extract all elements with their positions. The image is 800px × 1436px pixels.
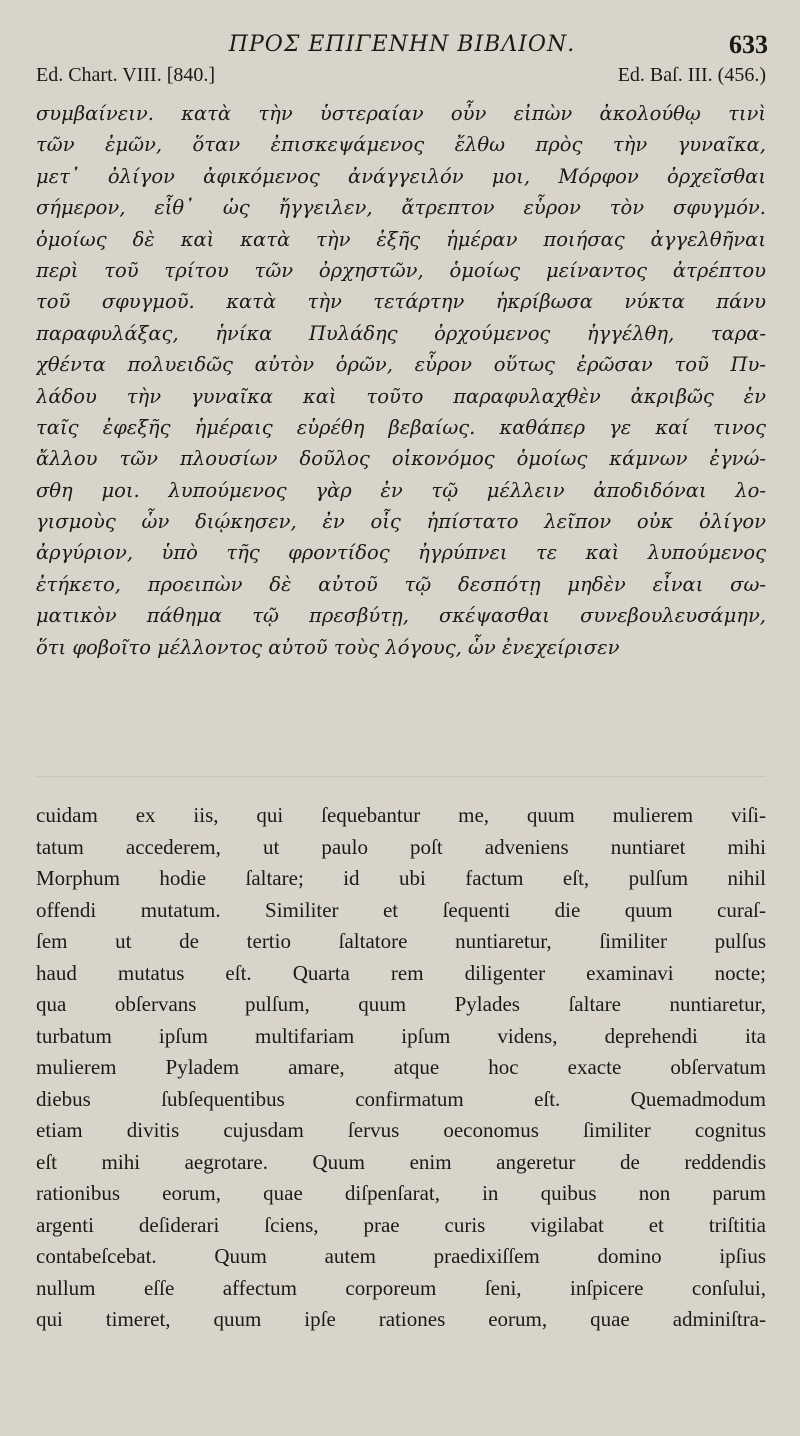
greek-line: ἐτήκετο, προειπὼν δὲ αὐτοῦ τῷ δεσπότῃ μηδὲν εἶναι σω- xyxy=(36,572,766,596)
latin-line: argenti deſiderari ſciens, prae curis vigilabat et triſtitia xyxy=(36,1212,766,1237)
latin-line: nullum eſſe affectum corporeum ſeni, inſpicere conſului, xyxy=(36,1275,766,1300)
latin-line: offendi mutatum. Similiter et ſequenti die quum curaſ- xyxy=(36,897,766,922)
separator-rule xyxy=(36,776,766,777)
greek-text-block xyxy=(36,98,766,728)
latin-line: mulierem Pyladem amare, atque hoc exacte obſervatum xyxy=(36,1055,766,1079)
edition-reference-basel: Ed. Baſ. III. (456.) xyxy=(617,64,766,86)
greek-line: τῶν ἐμῶν, ὅταν ἐπισκεψάμενος ἔλθω πρὸς τὴν γυναῖκα, xyxy=(36,133,766,157)
page-header xyxy=(36,30,768,64)
greek-line: ἀργύριον, ὑπὸ τῆς φροντίδος ἠγρύπνει τε καὶ λυπούμενος xyxy=(36,541,766,565)
latin-line: turbatum ipſum multifariam ipſum videns, deprehendi ita xyxy=(36,1023,766,1048)
latin-line: qui timeret, quum ipſe rationes eorum, quae adminiſtra- xyxy=(36,1307,766,1331)
greek-line: ματικὸν πάθημα τῷ πρεσβύτῃ, σκέψασθαι συνεβουλευσάμην, xyxy=(36,604,766,628)
greek-line: τοῦ σφυγμοῦ. κατὰ τὴν τετάρτην ἠκρίβωσα νύκτα πάνυ xyxy=(36,290,766,314)
latin-line: rationibus eorum, quae diſpenſarat, in quibus non parum xyxy=(36,1181,766,1205)
latin-line: tatum accederem, ut paulo poſt adveniens nuntiaret mihi xyxy=(36,834,766,859)
latin-line: haud mutatus eſt. Quarta rem diligenter examinavi nocte; xyxy=(36,960,766,985)
greek-line: σθη μοι. λυπούμενος γὰρ ἐν τῷ μέλλειν ἀποδιδόναι λο- xyxy=(36,478,766,502)
page-number: 633 xyxy=(729,30,768,59)
greek-line: σήμερον, εἶθ᾽ ὡς ἤγγειλεν, ἄτρεπτον εὗρον τὸν σφυγμόν. xyxy=(36,196,766,220)
greek-line: μετ᾽ ὀλίγον ἀφικόμενος ἀνάγγειλόν μοι, Μόρφον ὀρχεῖσθαι xyxy=(36,164,766,188)
latin-line: eſt mihi aegrotare. Quum enim angeretur de reddendis xyxy=(36,1149,766,1174)
greek-line: ταῖς ἐφεξῆς ἡμέραις εὑρέθη βεβαίως. καθάπερ γε καί τινος xyxy=(36,415,766,439)
latin-line: etiam divitis cujusdam ſervus oeconomus ſimiliter cognitus xyxy=(36,1118,766,1142)
edition-references xyxy=(36,64,766,94)
latin-line: ſem ut de tertio ſaltatore nuntiaretur, ſimiliter pulſus xyxy=(36,929,766,953)
latin-line: qua obſervans pulſum, quum Pylades ſaltare nuntiaretur, xyxy=(36,992,766,1016)
running-title: ΠΡΟΣ ΕΠΙΓΕΝΗΝ ΒΙΒΛΙΟΝ. xyxy=(228,32,576,57)
greek-line: συμβαίνειν. κατὰ τὴν ὑστεραίαν οὖν εἰπὼν ἀκολούθῳ τινὶ xyxy=(36,102,766,125)
latin-line: cuidam ex iis, qui ſequebantur me, quum mulierem viſi- xyxy=(36,803,766,827)
greek-line: περὶ τοῦ τρίτου τῶν ὀρχηστῶν, ὁμοίως μείναντος ἀτρέπτου xyxy=(36,258,766,282)
greek-line: ἄλλου τῶν πλουσίων δοῦλος οἰκονόμος ὁμοίως κάμνων ἐγνώ- xyxy=(36,447,766,471)
greek-line: γισμοὺς ὧν διῴκησεν, ἐν οἷς ἠπίστατο λεῖπον οὐκ ὀλίγον xyxy=(36,510,766,534)
greek-line: χθέντα πολυειδῶς αὐτὸν ὁρῶν, εὗρον οὕτως ἐρῶσαν τοῦ Πυ- xyxy=(36,353,766,377)
edition-reference-chart: Ed. Chart. VIII. [840.] xyxy=(36,64,216,86)
column-separator xyxy=(36,738,766,798)
latin-text-block xyxy=(36,800,766,1400)
greek-line: ὁμοίως δὲ καὶ κατὰ τὴν ἑξῆς ἡμέραν ποιήσας ἀγγελθῆναι xyxy=(36,227,766,251)
greek-line: ὅτι φοβοῖτο μέλλοντος αὐτοῦ τοὺς λόγους, ὧν ἐνεχείρισεν xyxy=(36,635,620,659)
latin-line: diebus ſubſequentibus confirmatum eſt. Quemadmodum xyxy=(36,1086,766,1111)
greek-line: παραφυλάξας, ἡνίκα Πυλάδης ὀρχούμενος ἠγγέλθη, ταρα- xyxy=(36,321,766,345)
greek-line: λάδου τὴν γυναῖκα καὶ τοῦτο παραφυλαχθὲν ἀκριβῶς ἐν xyxy=(36,384,766,408)
latin-line: contabeſcebat. Quum autem praedixiſſem domino ipſius xyxy=(36,1244,766,1268)
latin-line: Morphum hodie ſaltare; id ubi factum eſt, pulſum nihil xyxy=(36,866,766,890)
